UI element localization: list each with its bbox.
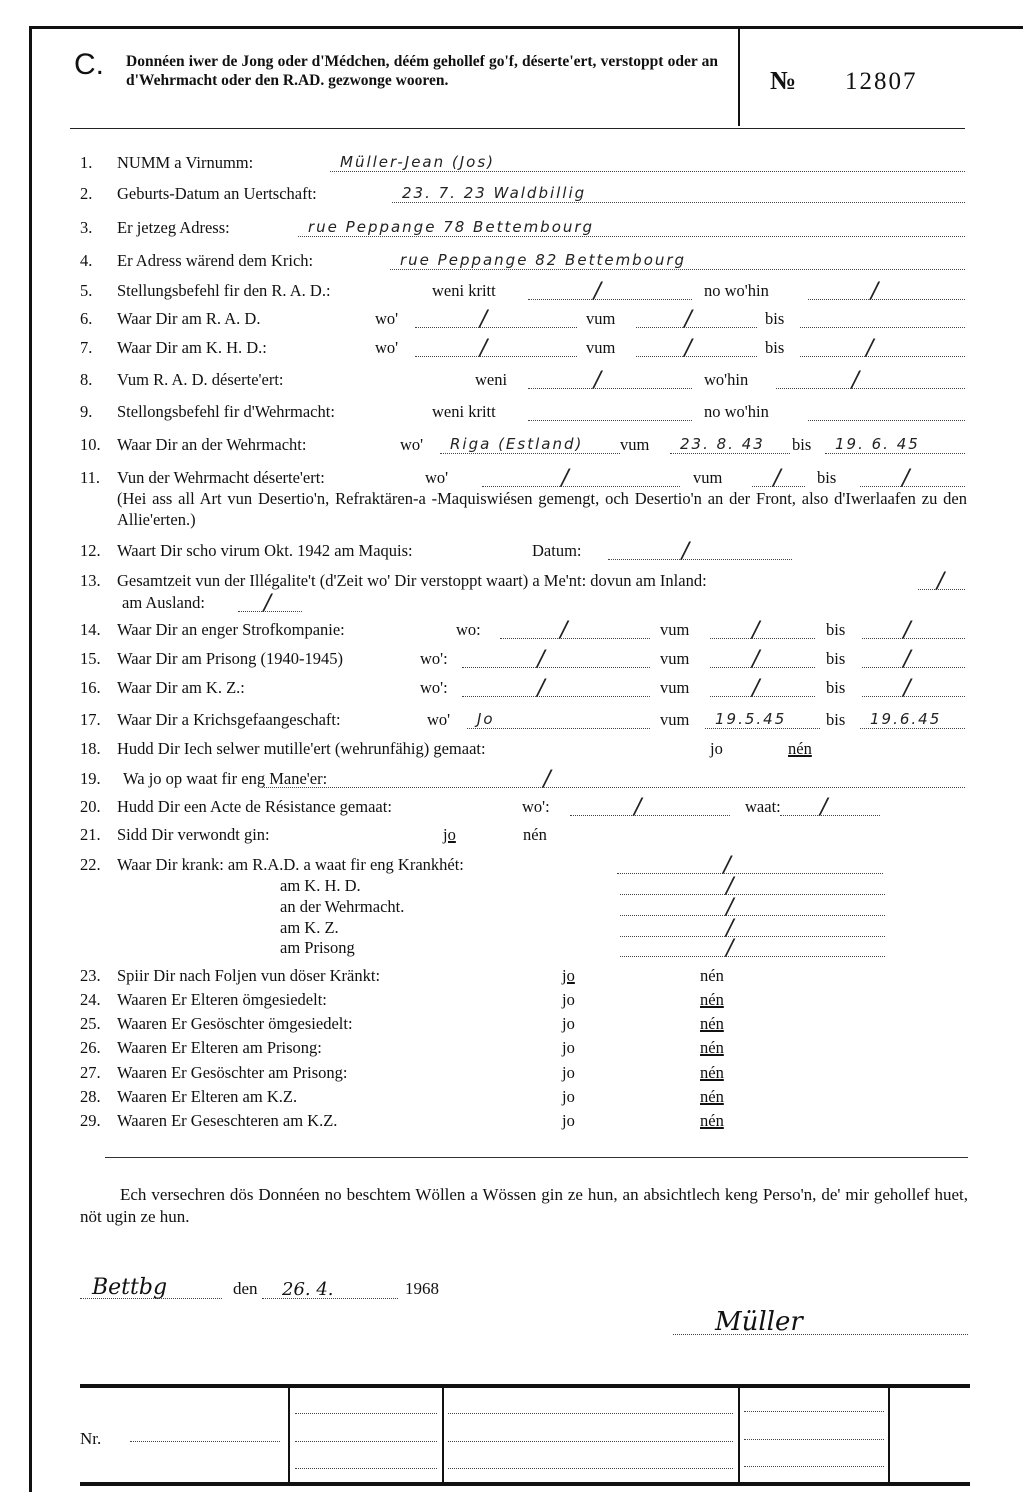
answer-field[interactable] <box>636 336 757 361</box>
nr-label: Nr. <box>80 1429 102 1448</box>
row-number: 7. <box>80 338 93 357</box>
row-number: 13. <box>80 571 101 590</box>
field-label: vum <box>693 468 723 487</box>
handwritten-answer: Riga (Estland) <box>450 435 584 453</box>
row-number: 19. <box>80 769 101 788</box>
form-row <box>0 434 1023 456</box>
field-label: bis <box>765 309 785 328</box>
row-label: Sidd Dir verwondt gin: <box>117 825 270 844</box>
year-label: 1968 <box>405 1279 439 1298</box>
field-label: no wo'hin <box>704 281 769 300</box>
form-row <box>0 917 1023 939</box>
handwritten-answer: 23. 7. 23 Waldbillig <box>402 184 587 202</box>
option-no[interactable]: nén <box>700 1063 724 1082</box>
form-row <box>0 183 1023 205</box>
form-row <box>0 824 1023 846</box>
answer-field[interactable] <box>298 219 965 237</box>
row-number: 16. <box>80 678 101 697</box>
handwritten-answer: / <box>479 307 488 332</box>
answer-field[interactable] <box>780 795 880 820</box>
row-label: Vum R. A. D. déserte'ert: <box>117 370 284 389</box>
field-label: vum <box>660 620 690 639</box>
answer-field[interactable] <box>752 466 805 491</box>
row-number: 27. <box>80 1063 101 1082</box>
form-row <box>0 280 1023 302</box>
option-no[interactable]: nén <box>788 739 812 758</box>
form-row <box>0 570 1023 592</box>
footer-entry-field[interactable] <box>295 1395 437 1414</box>
footer-top-rule <box>80 1384 970 1388</box>
form-row <box>0 1062 1023 1084</box>
handwritten-answer: / <box>870 279 879 304</box>
footer-entry-field[interactable] <box>448 1450 733 1469</box>
handwritten-answer: / <box>263 591 272 616</box>
answer-field[interactable] <box>390 252 965 270</box>
section-letter: C. <box>74 48 104 81</box>
answer-field[interactable] <box>620 936 885 961</box>
footer-entry-field[interactable] <box>744 1448 884 1467</box>
row-label: Waaren Er Gesöschter am Prisong: <box>117 1063 348 1082</box>
row-label: Waart Dir scho virum Okt. 1942 am Maquis: <box>117 541 413 560</box>
option-yes[interactable]: jo <box>562 1111 575 1130</box>
handwritten-answer: / <box>726 895 734 920</box>
row-number: 3. <box>80 218 93 237</box>
row-label: Spiir Dir nach Foljen vun döser Kränkt: <box>117 966 381 985</box>
field-label: vum <box>586 309 616 328</box>
form-row <box>0 648 1023 670</box>
signature-field[interactable] <box>673 1307 968 1337</box>
declaration-text: Ech versechren dös Donnéen no beschtem Wöllen a Wössen gin ze hun, an absichtlech keng Perso'n, de' mir gehollef huet, nöt ugin ze hun. <box>80 1185 968 1226</box>
row-number: 15. <box>80 649 101 668</box>
row-number: 10. <box>80 435 101 454</box>
row-number: 21. <box>80 825 101 844</box>
field-label: waat: <box>745 797 781 816</box>
row-label: Hudd Dir een Acte de Résistance gemaat: <box>117 797 392 816</box>
answer-field[interactable] <box>462 676 650 701</box>
form-row <box>0 467 1023 489</box>
answer-field[interactable] <box>620 895 885 920</box>
field-label: vum <box>620 435 650 454</box>
answer-field[interactable] <box>800 336 965 361</box>
row-number: 22. <box>80 855 101 874</box>
option-no[interactable]: nén <box>523 825 547 844</box>
row-label: Wa jo op waat fir eng Mane'er: <box>123 769 328 788</box>
row-label: Vun der Wehrmacht déserte'ert: <box>117 468 325 487</box>
form-row <box>0 540 1023 562</box>
field-label: wo' <box>375 309 399 328</box>
answer-field[interactable] <box>467 711 650 729</box>
field-label: wo' <box>425 468 449 487</box>
row-label: Hudd Dir Iech selwer mutille'ert (wehrunfähig) gemaat: <box>117 739 486 758</box>
answer-field[interactable] <box>482 466 680 491</box>
handwritten-answer: / <box>593 279 602 304</box>
row-number: 1. <box>80 153 93 172</box>
row-number: 8. <box>80 370 93 389</box>
answer-field[interactable] <box>528 279 692 304</box>
answer-field[interactable] <box>776 368 965 393</box>
row-label: NUMM a Virnumm: <box>117 153 254 172</box>
form-row <box>0 965 1023 987</box>
answer-field[interactable] <box>608 539 792 564</box>
footer-entry-field[interactable] <box>295 1450 437 1469</box>
handwritten-answer: / <box>851 368 860 393</box>
answer-field[interactable] <box>710 647 815 672</box>
answer-field[interactable] <box>670 436 790 454</box>
row-number: 6. <box>80 309 93 328</box>
field-label: vum <box>660 649 690 668</box>
row-number: 28. <box>80 1087 101 1106</box>
field-label: wo: <box>456 620 481 639</box>
date-field[interactable] <box>262 1280 398 1299</box>
form-row <box>0 217 1023 239</box>
answer-field[interactable] <box>862 618 965 643</box>
place-value: Bettbg <box>92 1275 168 1300</box>
handwritten-answer: / <box>593 368 602 393</box>
option-yes[interactable]: jo <box>562 1087 575 1106</box>
handwritten-answer: / <box>903 647 911 672</box>
row-number: 20. <box>80 797 101 816</box>
field-label: wo'hin <box>704 370 749 389</box>
handwritten-answer: / <box>903 618 911 643</box>
row-label: Waar Dir am R. A. D. <box>117 309 261 328</box>
option-no[interactable]: nén <box>700 1014 724 1033</box>
handwritten-answer: / <box>820 795 828 820</box>
answer-field[interactable] <box>238 591 302 616</box>
form-row <box>0 854 1023 876</box>
footer-entry-field[interactable] <box>448 1395 733 1414</box>
form-row <box>0 337 1023 359</box>
frame-top-border <box>30 26 1023 29</box>
option-yes[interactable]: jo <box>710 739 723 758</box>
answer-field[interactable] <box>617 853 883 878</box>
handwritten-answer: Jo <box>477 710 495 728</box>
footer-entry-field[interactable] <box>744 1393 884 1412</box>
form-number: 12807 <box>845 68 918 95</box>
field-label: bis <box>826 678 846 697</box>
handwritten-answer: Müller-Jean (Jos) <box>340 153 496 171</box>
row-label: am Ausland: <box>122 593 205 612</box>
handwritten-answer: / <box>560 618 568 643</box>
form-row <box>0 1086 1023 1108</box>
handwritten-answer: 19. 6. 45 <box>835 435 920 453</box>
answer-field[interactable] <box>636 307 757 332</box>
answer-field[interactable] <box>860 466 965 491</box>
option-yes[interactable]: jo <box>562 1014 575 1033</box>
footer-column-divider <box>288 1388 290 1483</box>
footer-entry-field[interactable] <box>295 1423 437 1442</box>
row-label: Waar Dir an enger Strofkompanie: <box>117 620 345 639</box>
handwritten-answer: / <box>773 466 781 491</box>
handwritten-answer: / <box>726 916 734 941</box>
option-no[interactable]: nén <box>700 1087 724 1106</box>
field-label: wo' <box>375 338 399 357</box>
row-label: Waaren Er Elteren ömgesiedelt: <box>117 990 327 1009</box>
answer-field[interactable] <box>800 310 965 328</box>
option-yes[interactable]: jo <box>562 990 575 1009</box>
answer-field[interactable] <box>392 185 965 203</box>
row-label: Er Adress wärend dem Krich: <box>117 251 314 270</box>
answer-field[interactable] <box>415 336 577 361</box>
handwritten-answer: / <box>936 569 945 594</box>
field-label: Datum: <box>532 541 582 560</box>
field-label: bis <box>826 620 846 639</box>
row-number: 11. <box>80 468 101 487</box>
form-row <box>0 308 1023 330</box>
answer-field[interactable] <box>862 647 965 672</box>
field-label: no wo'hin <box>704 402 769 421</box>
option-yes[interactable]: jo <box>562 1038 575 1057</box>
answer-field[interactable] <box>710 676 815 701</box>
footer-column-divider <box>442 1388 444 1483</box>
option-no[interactable]: nén <box>700 966 724 985</box>
answer-field[interactable] <box>620 874 885 899</box>
field-label: wo' <box>400 435 424 454</box>
handwritten-answer: 19.5.45 <box>715 710 787 728</box>
footer-entry-field[interactable] <box>130 1423 280 1442</box>
answer-field[interactable] <box>825 436 965 454</box>
field-label: vum <box>660 678 690 697</box>
footer-entry-field[interactable] <box>448 1423 733 1442</box>
handwritten-answer: / <box>479 336 488 361</box>
form-row <box>0 250 1023 272</box>
option-yes[interactable]: jo <box>443 825 456 844</box>
footer-entry-field[interactable] <box>744 1421 884 1440</box>
field-label: bis <box>817 468 837 487</box>
row-label: Waar Dir am K. Z.: <box>117 678 245 697</box>
option-no[interactable]: nén <box>700 1111 724 1130</box>
answer-field[interactable] <box>710 618 815 643</box>
form-row <box>0 1013 1023 1035</box>
answer-field[interactable] <box>862 676 965 701</box>
row-label: Geburts-Datum an Uertschaft: <box>117 184 317 203</box>
option-no[interactable]: nén <box>700 990 724 1009</box>
form-row <box>0 1037 1023 1059</box>
row-label: am K. Z. <box>280 918 339 937</box>
handwritten-answer: / <box>726 936 734 961</box>
answer-field[interactable] <box>705 711 820 729</box>
handwritten-answer: / <box>726 874 734 899</box>
form-row <box>0 989 1023 1011</box>
row-number: 24. <box>80 990 101 1009</box>
row-number: 5. <box>80 281 93 300</box>
form-row <box>0 369 1023 391</box>
answer-field[interactable] <box>808 403 965 421</box>
row-label: Waar Dir am Prisong (1940-1945) <box>117 649 343 668</box>
row-number: 26. <box>80 1038 101 1057</box>
field-label: vum <box>586 338 616 357</box>
option-yes[interactable]: jo <box>562 966 575 985</box>
form-row <box>0 738 1023 760</box>
row-number: 2. <box>80 184 93 203</box>
option-yes[interactable]: jo <box>562 1063 575 1082</box>
field-label: wo': <box>420 678 448 697</box>
handwritten-answer: rue Peppange 78 Bettembourg <box>308 218 595 236</box>
handwritten-answer: / <box>537 676 545 701</box>
field-label: bis <box>765 338 785 357</box>
answer-field[interactable] <box>860 711 965 729</box>
header-divider <box>738 28 740 126</box>
field-label: weni <box>475 370 508 389</box>
handwritten-answer: / <box>752 676 760 701</box>
form-row <box>0 709 1023 731</box>
row-label: Stellongsbefehl fir d'Wehrmacht: <box>117 402 335 421</box>
row-label: Gesamtzeit vun der Illégalite't (d'Zeit wo' Dir verstoppt waart) a Me'nt: dovun am Inland: <box>117 571 707 590</box>
form-title: Donnéen iwer de Jong oder d'Médchen, déém gehollef go'f, déserte'ert, verstoppt oder an d'Wehrmacht oder den R.AD. gezwonge wooren. <box>126 53 718 89</box>
answer-field[interactable] <box>528 403 692 421</box>
handwritten-answer: 19.6.45 <box>870 710 942 728</box>
note-question-11: (Hei ass all Art vun Desertio'n, Refraktären-a -Maquiswiésen gemengt, och Desertio'n an der Front, also d'Iwerlaafen zu den Allie'erten.) <box>117 489 967 529</box>
handwritten-answer: / <box>537 647 545 672</box>
form-row <box>0 592 1023 614</box>
answer-field[interactable] <box>918 569 965 594</box>
handwritten-answer: / <box>543 767 551 792</box>
handwritten-answer: / <box>681 539 690 564</box>
form-row <box>0 875 1023 897</box>
row-label: an der Wehrmacht. <box>280 897 405 916</box>
answer-field[interactable] <box>462 647 650 672</box>
form-row <box>0 896 1023 918</box>
handwritten-answer: / <box>752 647 760 672</box>
answer-field[interactable] <box>808 279 965 304</box>
handwritten-answer: / <box>903 676 911 701</box>
handwritten-answer: / <box>561 466 569 491</box>
row-number: 4. <box>80 251 93 270</box>
den-label: den <box>233 1279 258 1298</box>
form-row <box>0 619 1023 641</box>
row-label: Waaren Er Gesöschter ömgesiedelt: <box>117 1014 353 1033</box>
option-no[interactable]: nén <box>700 1038 724 1057</box>
handwritten-answer: 23. 8. 43 <box>680 435 765 453</box>
header-rule <box>70 128 965 129</box>
field-label: bis <box>826 710 846 729</box>
form-row <box>0 768 1023 790</box>
row-number: 14. <box>80 620 101 639</box>
date-value: 26. 4. <box>282 1279 334 1300</box>
footer-column-divider <box>738 1388 740 1483</box>
row-number: 9. <box>80 402 93 421</box>
row-label: Waaren Er Elteren am K.Z. <box>117 1087 298 1106</box>
row-label: Waar Dir krank: am R.A.D. a waat fir eng Krankhét: <box>117 855 464 874</box>
row-number: 12. <box>80 541 101 560</box>
form-row <box>0 677 1023 699</box>
row-label: Waaren Er Geseschteren am K.Z. <box>117 1111 338 1130</box>
row-label: Stellungsbefehl fir den R. A. D.: <box>117 281 331 300</box>
handwritten-answer: / <box>634 795 642 820</box>
field-label: bis <box>826 649 846 668</box>
handwritten-answer: rue Peppange 82 Bettembourg <box>400 251 687 269</box>
field-label: wo' <box>427 710 451 729</box>
number-symbol: № <box>770 66 797 95</box>
row-label: am Prisong <box>280 938 355 957</box>
place-field[interactable] <box>80 1275 222 1300</box>
answer-field[interactable] <box>415 307 577 332</box>
form-row <box>0 1110 1023 1132</box>
signature: Müller <box>715 1307 803 1337</box>
field-label: weni kritt <box>432 402 496 421</box>
field-label: wo': <box>420 649 448 668</box>
row-number: 17. <box>80 710 101 729</box>
answer-field[interactable] <box>500 618 650 643</box>
form-row <box>0 152 1023 174</box>
row-number: 29. <box>80 1111 101 1130</box>
form-row <box>0 796 1023 818</box>
handwritten-answer: / <box>684 336 692 361</box>
answer-field[interactable] <box>620 916 885 941</box>
row-label: Waaren Er Elteren am Prisong: <box>117 1038 322 1057</box>
row-number: 25. <box>80 1014 101 1033</box>
row-label: am K. H. D. <box>280 876 361 895</box>
field-label: wo': <box>522 797 550 816</box>
row-number: 23. <box>80 966 101 985</box>
answer-field[interactable] <box>262 767 965 792</box>
footer-bottom-rule <box>80 1482 970 1486</box>
handwritten-answer: / <box>684 307 692 332</box>
row-label: Waar Dir an der Wehrmacht: <box>117 435 307 454</box>
field-label: weni kritt <box>432 281 496 300</box>
answer-field[interactable] <box>570 795 730 820</box>
footer-column-divider <box>888 1388 890 1483</box>
answer-field[interactable] <box>330 154 965 172</box>
row-label: Waar Dir a Krichsgefaangeschaft: <box>117 710 341 729</box>
answer-field[interactable] <box>440 436 620 454</box>
form-row <box>0 401 1023 423</box>
handwritten-answer: / <box>902 466 910 491</box>
handwritten-answer: / <box>866 336 874 361</box>
row-number: 18. <box>80 739 101 758</box>
handwritten-answer: / <box>752 618 760 643</box>
handwritten-answer: / <box>723 853 731 878</box>
section-separator <box>105 1157 968 1158</box>
row-label: Waar Dir am K. H. D.: <box>117 338 267 357</box>
row-label: Er jetzeg Adress: <box>117 218 230 237</box>
answer-field[interactable] <box>528 368 692 393</box>
field-label: bis <box>792 435 812 454</box>
form-row <box>0 937 1023 959</box>
field-label: vum <box>660 710 690 729</box>
